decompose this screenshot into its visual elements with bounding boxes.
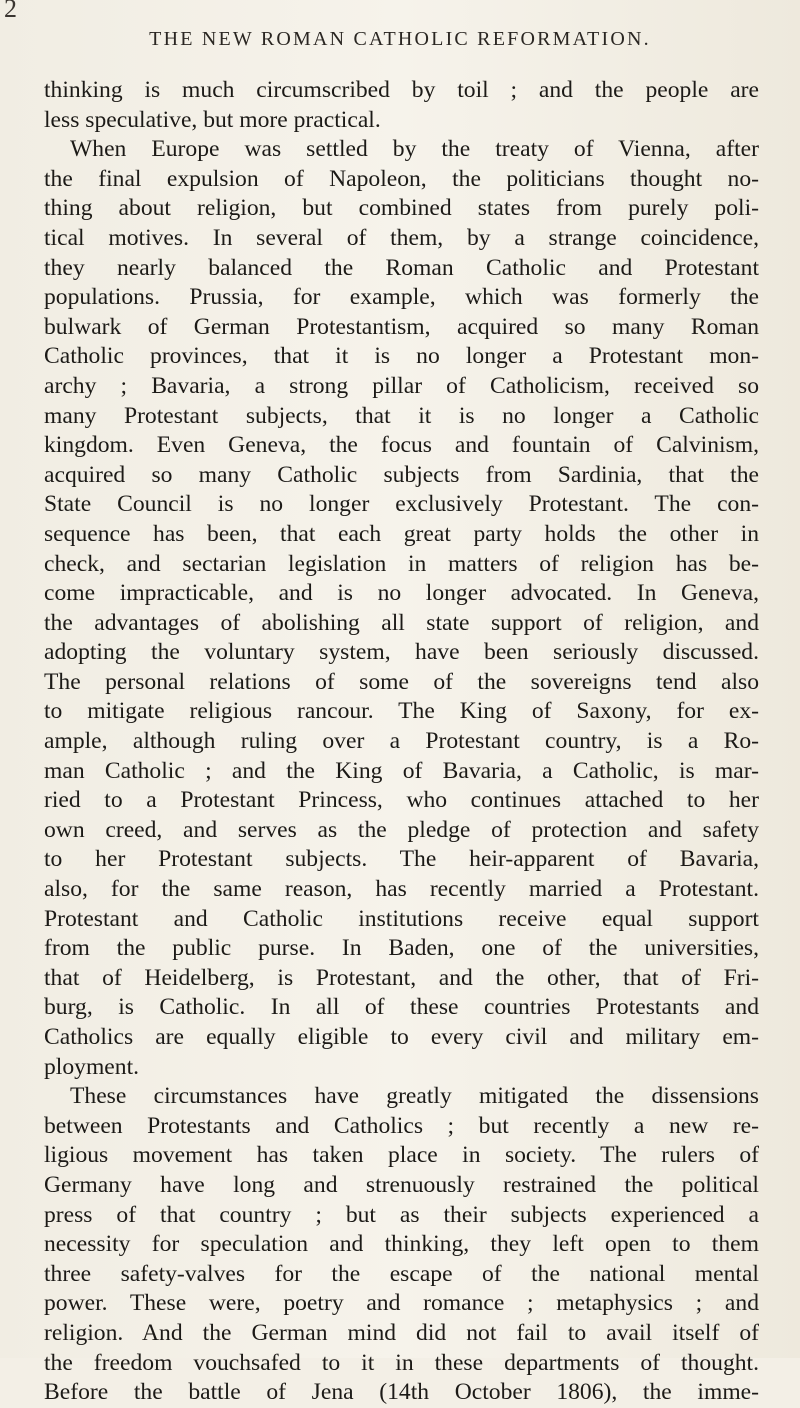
- text-line: to her Protestant subjects. The heir-apparent of Bavaria,: [44, 846, 759, 873]
- text-line: adopting the voluntary system, have been seriously discussed.: [44, 639, 759, 666]
- body-text: [44, 76, 759, 1408]
- text-line: the final expulsion of Napoleon, the politicians thought no-: [44, 165, 759, 192]
- text-line: ligious movement has taken place in society. The rulers of: [44, 1142, 759, 1169]
- text-line: ample, although ruling over a Protestant country, is a Ro-: [44, 728, 759, 755]
- text-line: ployment.: [44, 1053, 140, 1080]
- page-number: 2: [4, 0, 17, 23]
- text-line: The personal relations of some of the sovereigns tend also: [44, 668, 759, 695]
- text-line: tical motives. In several of them, by a strange coincidence,: [44, 224, 759, 251]
- running-head: THE NEW ROMAN CATHOLIC REFORMATION.: [149, 28, 651, 50]
- text-line: many Protestant subjects, that it is no longer a Catholic: [44, 402, 759, 429]
- text-line: from the public purse. In Baden, one of the universities,: [44, 935, 759, 962]
- text-line: thing about religion, but combined states from purely poli-: [44, 195, 759, 222]
- text-line: necessity for speculation and thinking, they left open to them: [44, 1231, 759, 1258]
- text-line: to mitigate religious rancour. The King of Saxony, for ex-: [44, 698, 759, 725]
- text-line: Protestant and Catholic institutions receive equal support: [44, 905, 759, 932]
- text-line: power. These were, poetry and romance ; metaphysics ; and: [44, 1290, 759, 1317]
- text-line: When Europe was settled by the treaty of Vienna, after: [70, 136, 759, 163]
- text-line: sequence has been, that each great party holds the other in: [44, 520, 759, 547]
- text-line: ried to a Protestant Princess, who continues attached to her: [44, 787, 759, 814]
- text-line: archy ; Bavaria, a strong pillar of Catholicism, received so: [44, 372, 759, 399]
- text-line: own creed, and serves as the pledge of protection and safety: [44, 816, 759, 843]
- text-line: bulwark of German Protestantism, acquired so many Roman: [44, 313, 759, 340]
- text-line: the advantages of abolishing all state support of religion, and: [44, 609, 759, 636]
- text-line: check, and sectarian legislation in matters of religion has be-: [44, 550, 759, 577]
- text-line: press of that country ; but as their subjects experienced a: [44, 1201, 759, 1228]
- text-line: Germany have long and strenuously restrained the political: [44, 1171, 759, 1198]
- text-line: Catholics are equally eligible to every civil and military em-: [44, 1024, 759, 1050]
- text-line: kingdom. Even Geneva, the focus and fountain of Calvinism,: [44, 432, 759, 459]
- text-line: also, for the same reason, has recently married a Protestant.: [44, 876, 759, 903]
- text-line: acquired so many Catholic subjects from Sardinia, that the: [44, 461, 759, 488]
- text-line: that of Heidelberg, is Protestant, and the other, that of Fri-: [44, 964, 759, 991]
- text-line: between Protestants and Catholics ; but recently a new re-: [44, 1112, 759, 1139]
- text-line: man Catholic ; and the King of Bavaria, a Catholic, is mar-: [44, 757, 759, 784]
- text-line: burg, is Catholic. In all of these countries Protestants and: [44, 994, 759, 1021]
- text-line: thinking is much circumscribed by toil ; and the people are: [44, 77, 759, 103]
- text-line: populations. Prussia, for example, which was formerly the: [44, 284, 759, 311]
- text-line: three safety-valves for the escape of the national mental: [44, 1260, 759, 1287]
- text-line: the freedom vouchsafed to it in these departments of thought.: [44, 1349, 759, 1376]
- text-line: they nearly balanced the Roman Catholic and Protestant: [44, 254, 759, 281]
- text-line: Before the battle of Jena (14th October 1806), the imme-: [44, 1379, 759, 1406]
- text-line: religion. And the German mind did not fail to avail itself of: [44, 1319, 759, 1346]
- text-line: less speculative, but more practical.: [44, 106, 381, 133]
- text-line: These circumstances have greatly mitigated the dissensions: [70, 1083, 759, 1110]
- text-line: come impracticable, and is no longer advocated. In Geneva,: [44, 580, 759, 607]
- text-line: Catholic provinces, that it is no longer a Protestant mon-: [44, 343, 759, 370]
- text-line: State Council is no longer exclusively Protestant. The con-: [44, 491, 759, 518]
